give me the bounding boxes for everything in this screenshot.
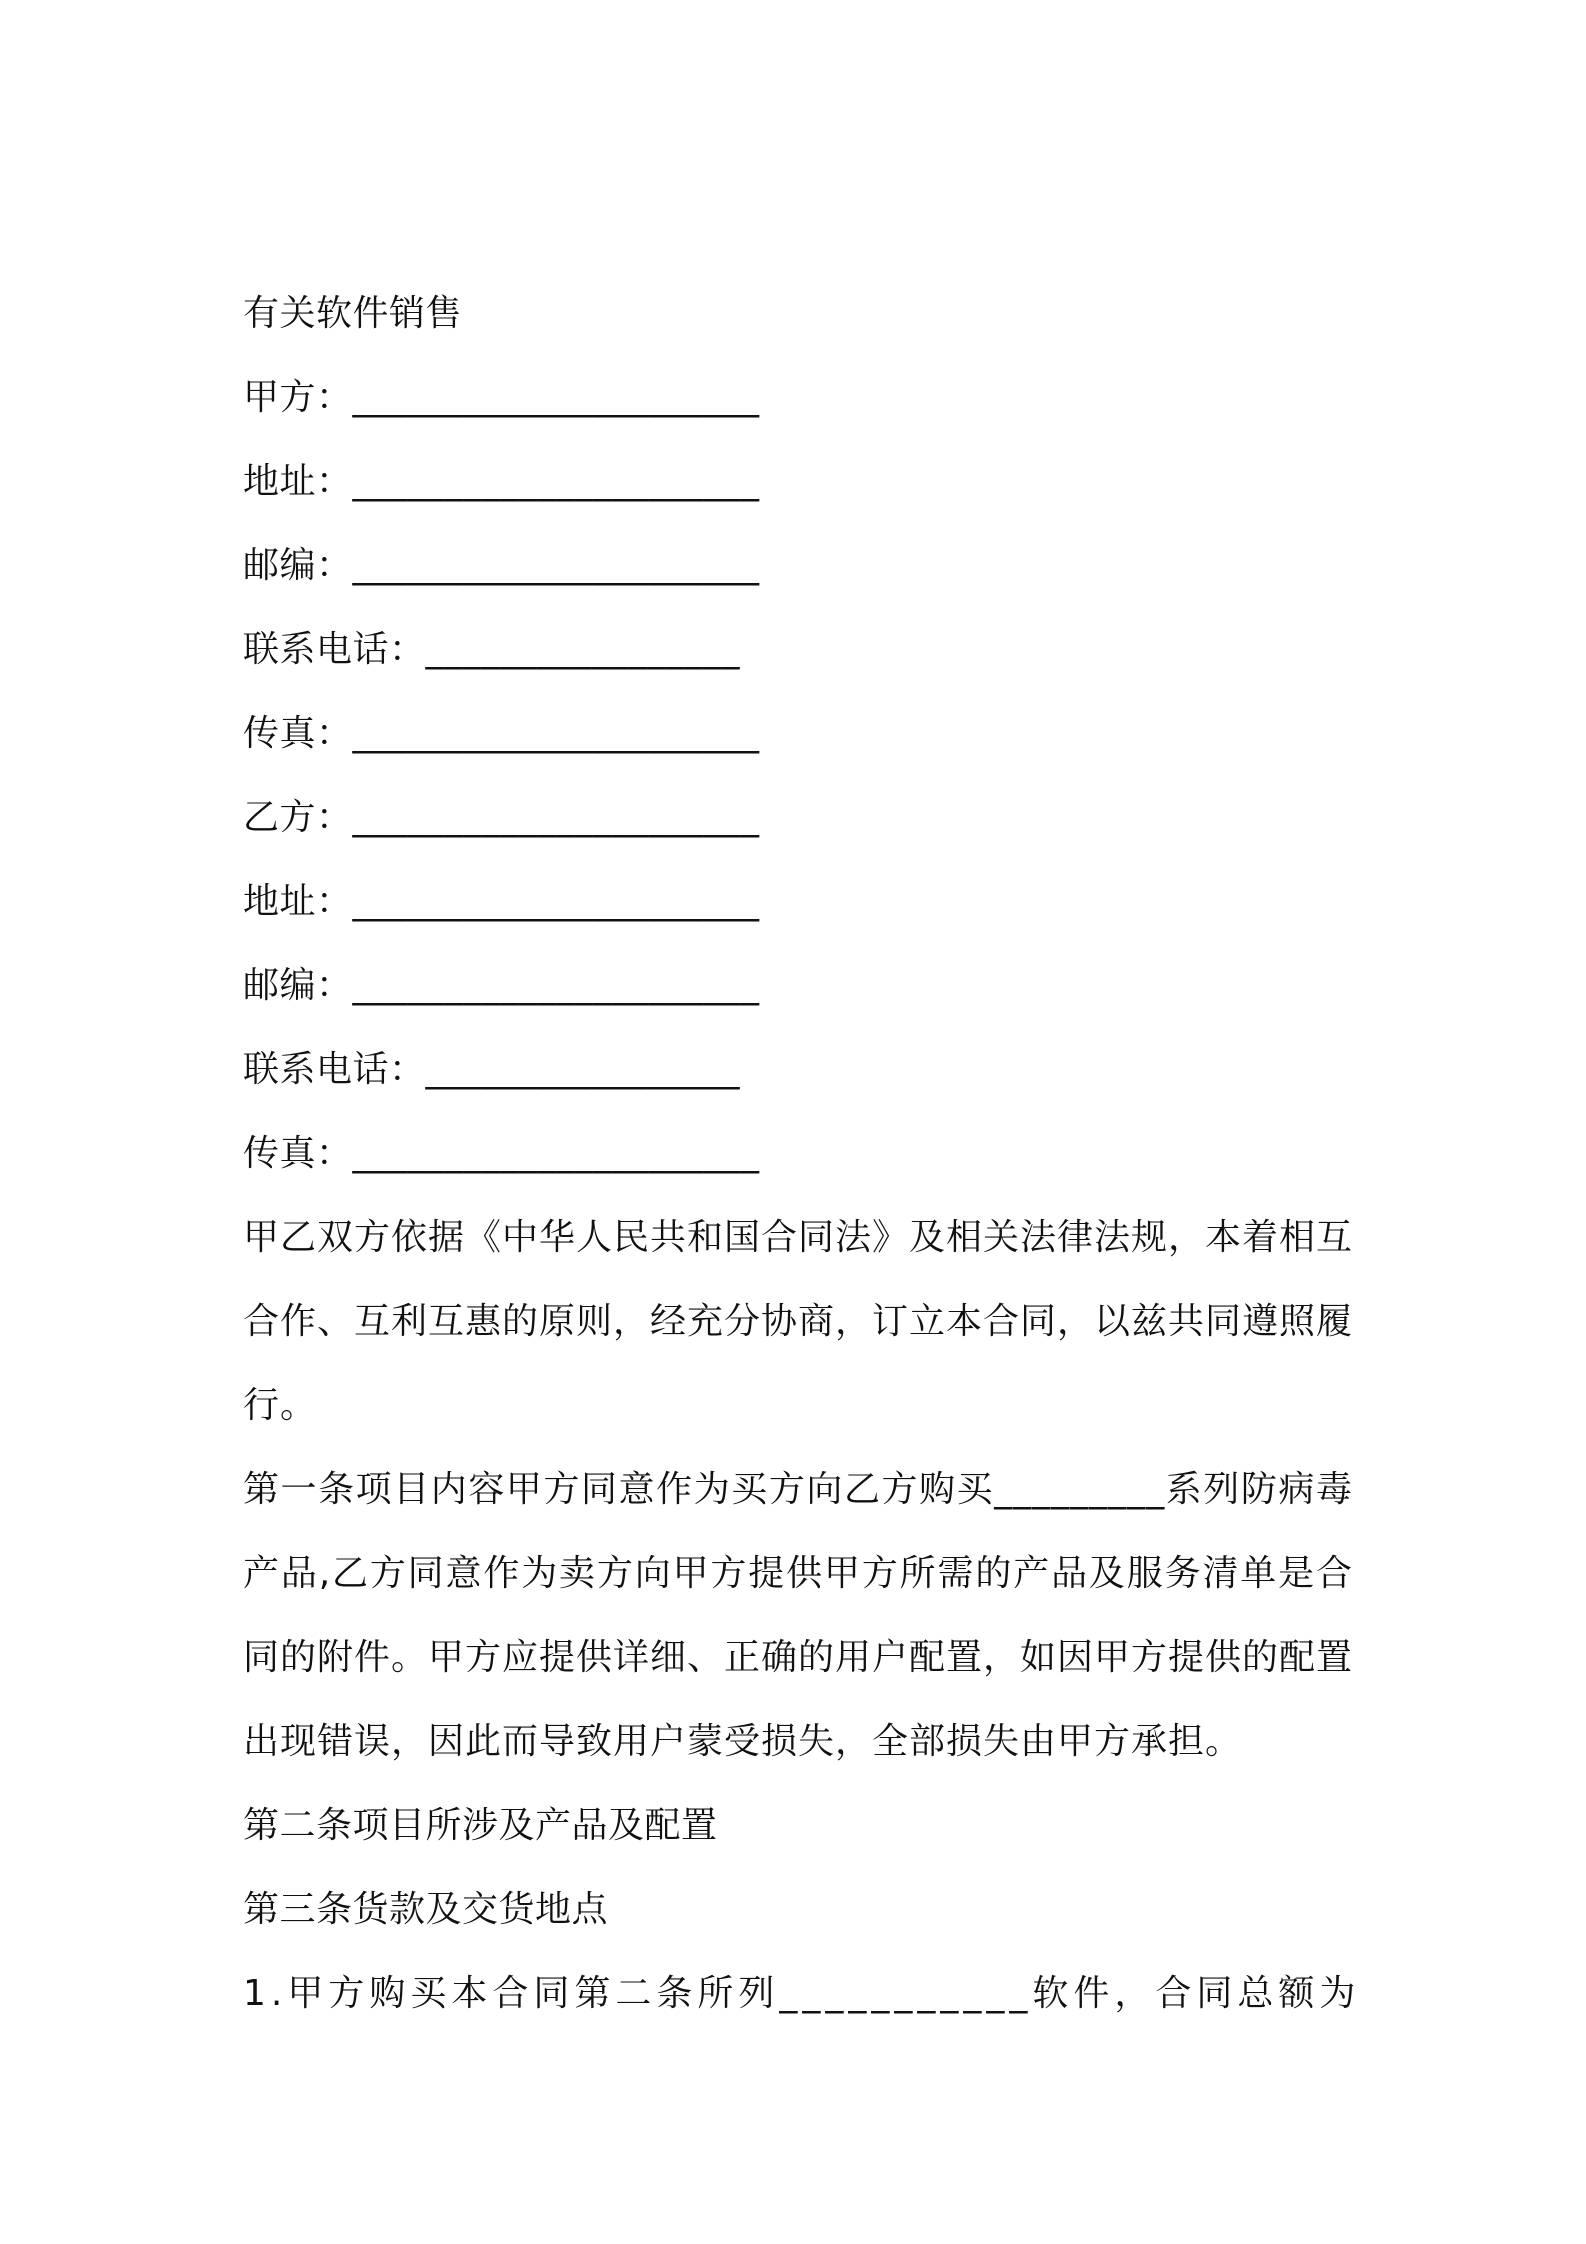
party-a-postcode-field xyxy=(243,524,1353,608)
document-body xyxy=(243,272,1361,2036)
field-label: 联系电话： xyxy=(243,1049,426,1090)
party-b-address-field xyxy=(243,860,1353,944)
party-a-phone-field xyxy=(243,608,1353,692)
party-b-postcode-field xyxy=(243,944,1353,1028)
fill-in-blank: ______________________ xyxy=(352,881,760,922)
party-a-name-field xyxy=(243,356,1353,440)
fill-in-blank: ______________________ xyxy=(352,377,760,418)
field-label: 地址： xyxy=(243,881,353,922)
article-1-paragraph: 第一条项目内容甲方同意作为买方向乙方购买_________系列防病毒产品,乙方同意作为卖方向甲方提供甲方所需的产品及服务清单是合同的附件。甲方应提供详细、正确的用户配置，如因甲方提供的配置出现错误，因此而导致用户蒙受损失，全部损失由甲方承担。 xyxy=(243,1469,1354,1762)
party-b-phone-field xyxy=(243,1028,1353,1112)
party-b-fax-field xyxy=(243,1112,1353,1196)
field-label: 联系电话： xyxy=(243,629,426,670)
field-label: 邮编： xyxy=(243,965,353,1006)
fill-in-blank: _________________ xyxy=(425,1049,741,1090)
article-2-heading: 第二条项目所涉及产品及配置 xyxy=(243,1805,718,1846)
field-label: 传真： xyxy=(243,713,353,754)
field-label: 地址： xyxy=(243,461,353,502)
fill-in-blank: ______________________ xyxy=(352,461,760,502)
fill-in-blank: ______________________ xyxy=(352,965,760,1006)
party-a-address-field xyxy=(243,440,1353,524)
fill-in-blank: ______________________ xyxy=(352,545,760,586)
field-label: 乙方： xyxy=(243,797,353,838)
article-3-item-1: 1.甲方购买本合同第二条所列___________软件，合同总额为 xyxy=(243,1973,1361,2014)
field-label: 邮编： xyxy=(243,545,353,586)
party-b-name-field xyxy=(243,776,1353,860)
preamble-paragraph: 甲乙双方依据《中华人民共和国合同法》及相关法律法规，本着相互合作、互利互惠的原则，经充分协商，订立本合同，以兹共同遵照履行。 xyxy=(243,1217,1354,1426)
party-a-fax-field xyxy=(243,692,1353,776)
field-label: 甲方： xyxy=(243,377,353,418)
fill-in-blank: ______________________ xyxy=(352,713,760,754)
fill-in-blank: ______________________ xyxy=(352,1133,760,1174)
document-title: 有关软件销售 xyxy=(243,293,463,334)
fill-in-blank: ______________________ xyxy=(352,797,760,838)
field-label: 传真： xyxy=(243,1133,353,1174)
fill-in-blank: _________________ xyxy=(425,629,741,670)
article-3-heading: 第三条货款及交货地点 xyxy=(243,1889,609,1930)
